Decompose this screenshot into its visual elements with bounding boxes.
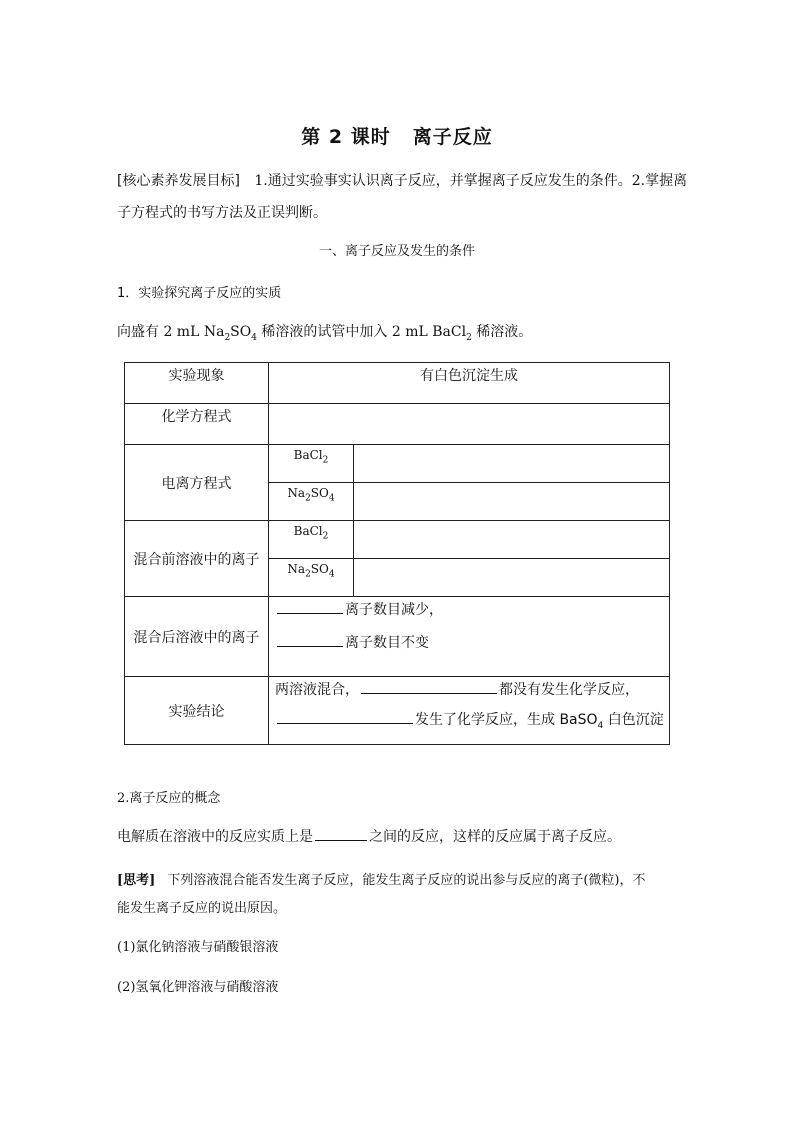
table-row — [125, 404, 670, 445]
conclusion-text: 白色沉淀 — [603, 712, 664, 728]
formula-sub: 2 — [305, 493, 311, 504]
ions-after-cell — [269, 597, 670, 677]
lesson-number: 第 2 课时 — [301, 126, 391, 148]
conclusion-cell — [269, 677, 670, 745]
concept-text: 电解质在溶液中的反应实质上是 — [117, 829, 313, 845]
formula-part: Na — [287, 486, 306, 500]
formula-part: BaCl — [293, 524, 323, 538]
row-label-ionization: 电离方程式 — [125, 445, 269, 521]
intro-part: SO — [230, 324, 252, 340]
answer-blank[interactable] — [315, 826, 367, 841]
think-text: 下列溶液混合能否发生离子反应，能发生离子反应的说出参与反应的离子(微粒)，不 — [167, 873, 646, 888]
answer-blank[interactable] — [277, 599, 343, 614]
intro-sub: 4 — [251, 332, 257, 343]
ions-unchanged-text: 离子数目不变 — [345, 635, 429, 651]
row-label-ions-after: 混合后溶液中的离子 — [125, 597, 269, 677]
equation-blank — [269, 404, 670, 445]
table-row — [125, 597, 670, 677]
question-1: (1)氯化钠溶液与硝酸银溶液 — [117, 940, 279, 955]
item2-heading: 2.离子反应的概念 — [117, 791, 221, 806]
bacl2-ionization-blank — [354, 445, 670, 483]
bacl2-label — [269, 445, 354, 483]
question-2: (2)氢氧化钾溶液与硝酸溶液 — [117, 980, 279, 995]
concept-text: 之间的反应，这样的反应属于离子反应。 — [369, 829, 621, 845]
item2-text — [117, 826, 621, 847]
item1-heading: 1．实验探究离子反应的实质 — [117, 286, 282, 301]
conclusion-text: 都没有发生化学反应， — [499, 682, 639, 698]
formula-part: SO — [310, 486, 329, 500]
formula-sub: 2 — [305, 569, 311, 580]
intro-part: 稀溶液。 — [471, 324, 533, 340]
row-label-phenomenon: 实验现象 — [125, 363, 269, 404]
bacl2-ions-blank — [354, 521, 670, 559]
formula-sub: 4 — [328, 493, 335, 504]
conclusion-line-2 — [275, 709, 669, 731]
section-heading: 一、离子反应及发生的条件 — [318, 244, 475, 259]
table-row — [125, 363, 670, 404]
na2so4-label — [269, 559, 354, 597]
na2so4-ions-blank — [354, 559, 670, 597]
ions-after-line-1 — [275, 599, 669, 632]
table-row — [125, 445, 670, 483]
answer-blank[interactable] — [361, 679, 497, 694]
formula-part: SO — [310, 562, 329, 576]
intro-sub: 2 — [224, 332, 231, 343]
row-label-equation: 化学方程式 — [125, 404, 269, 445]
table-row — [125, 521, 670, 559]
experiment-table — [124, 362, 670, 745]
formula-sub: 4 — [597, 720, 604, 731]
table-row — [125, 677, 670, 745]
row-label-conclusion: 实验结论 — [125, 677, 269, 745]
ions-decrease-text: 离子数目减少， — [345, 602, 443, 618]
formula-sub: 4 — [328, 569, 335, 580]
objective-line-1 — [117, 171, 687, 191]
think-line-2: 能发生离子反应的说出原因。 — [117, 901, 287, 916]
item1-intro — [117, 322, 532, 348]
formula-part: BaCl — [293, 448, 323, 462]
row-value-phenomenon: 有白色沉淀生成 — [269, 363, 670, 404]
conclusion-text: 两溶液混合， — [275, 682, 359, 698]
row-label-ions-before: 混合前溶液中的离子 — [125, 521, 269, 597]
intro-sub: 2 — [466, 332, 472, 343]
intro-part: 稀溶液的试管中加入 2 mL BaCl — [256, 324, 467, 340]
conclusion-text: 发生了化学反应，生成 BaSO — [415, 712, 598, 728]
formula-part: Na — [287, 562, 306, 576]
think-line-1 — [117, 869, 645, 888]
formula-sub: 2 — [322, 455, 329, 466]
formula-sub: 2 — [322, 531, 329, 542]
objective-line-2: 子方程式的书写方法及正误判断。 — [117, 205, 327, 221]
answer-blank[interactable] — [277, 632, 343, 647]
bacl2-label — [269, 521, 354, 559]
objective-tag: [核心素养发展目标] — [117, 173, 240, 189]
answer-blank[interactable] — [277, 709, 413, 724]
think-tag: [思考] — [117, 873, 156, 888]
na2so4-ionization-blank — [354, 483, 670, 521]
lesson-topic: 离子反应 — [412, 126, 493, 148]
na2so4-label — [269, 483, 354, 521]
ions-after-line-2 — [275, 632, 669, 652]
intro-part: 向盛有 2 mL Na — [117, 324, 225, 340]
conclusion-line-1 — [275, 679, 669, 709]
page-title — [0, 122, 794, 149]
objective-text-1: 1.通过实验事实认识离子反应，并掌握离子反应发生的条件。2.掌握离 — [254, 173, 688, 189]
